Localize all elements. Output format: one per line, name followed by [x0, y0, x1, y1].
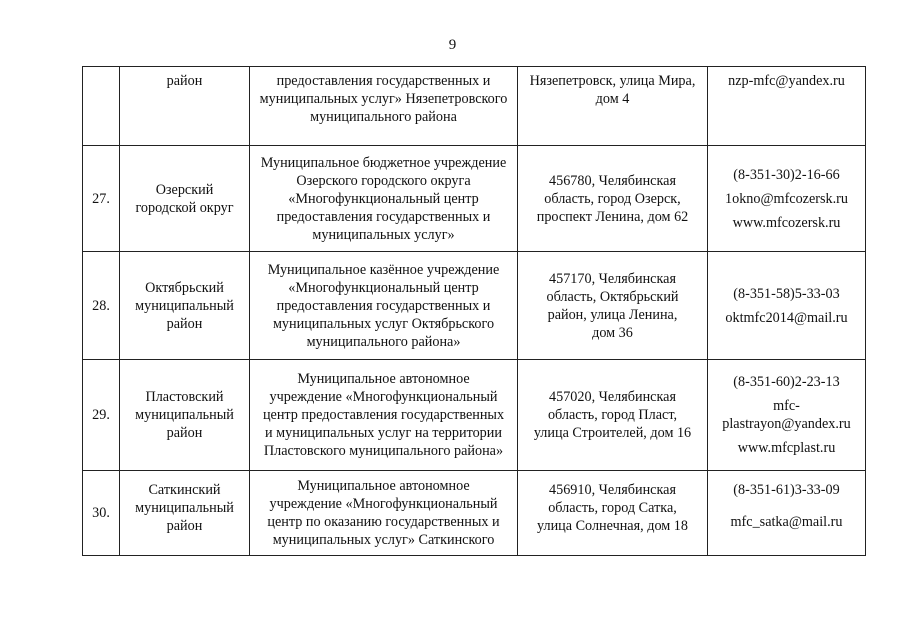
organization-line: муниципальных услуг Октябрьского — [272, 315, 495, 332]
email-contact-part: mfc- — [773, 398, 800, 414]
table-row — [83, 360, 866, 471]
row-number-cell: 28. — [83, 252, 120, 360]
district-line: район — [166, 73, 203, 89]
organization-line: Озерского городского округа — [296, 172, 471, 189]
organization-line: муниципальных услуг» — [312, 226, 455, 243]
email-contact-part: plastrayon@yandex.ru — [722, 416, 851, 432]
address-line: Нязепетровск, улица Мира, — [529, 73, 696, 89]
address-line: область, город Озерск, — [544, 190, 681, 207]
district-line: район — [166, 518, 203, 534]
row-number-cell: 29. — [83, 360, 120, 471]
organization-line: центр предоставления государственных — [262, 407, 505, 423]
district-line: Октябрьский — [145, 279, 224, 296]
organization-cell — [250, 252, 518, 360]
website-contact: www.mfcozersk.ru — [732, 214, 841, 231]
address-cell — [518, 146, 708, 252]
address-cell — [518, 471, 708, 556]
contacts-cell — [708, 146, 866, 252]
district-cell — [120, 252, 250, 360]
email-contact: mfc_satka@mail.ru — [730, 514, 843, 530]
address-line: 457020, Челябинская — [549, 389, 676, 405]
organization-line: и муниципальных услуг на территории — [265, 425, 502, 441]
contacts-cell — [708, 471, 866, 556]
address-line: область, город Пласт, — [547, 407, 678, 423]
organization-cell — [250, 471, 518, 556]
organization-line: учреждение «Многофункциональный — [269, 389, 498, 405]
mfc-directory-table — [82, 66, 866, 556]
organization-line: Муниципальное бюджетное учреждение — [260, 154, 507, 171]
district-line: Озерский — [155, 181, 214, 198]
district-cell — [120, 67, 250, 146]
address-cell — [518, 67, 708, 146]
phone-contact: (8-351-60)2-23-13 — [733, 374, 840, 390]
address-line: область, город Сатка, — [548, 500, 677, 516]
organization-line: муниципальных услуг» Саткинского — [272, 532, 495, 548]
organization-line: предоставления государственных и — [276, 208, 491, 225]
address-cell — [518, 252, 708, 360]
district-cell — [120, 360, 250, 471]
district-line: Саткинский — [148, 482, 221, 498]
row-number-cell — [83, 67, 120, 146]
district-line: Пластовский — [145, 389, 224, 405]
district-line: муниципальный — [135, 297, 234, 314]
district-line: городской округ — [135, 199, 234, 216]
district-line: муниципальный — [135, 500, 234, 516]
address-line: 456910, Челябинская — [549, 482, 676, 498]
row-number-cell: 27. — [83, 146, 120, 252]
page-number: 9 — [448, 37, 457, 53]
organization-line: Пластовского муниципального района» — [263, 443, 504, 459]
organization-cell — [250, 67, 518, 146]
address-line: проспект Ленина, дом 62 — [536, 208, 689, 225]
table-row — [83, 146, 866, 252]
phone-contact: (8-351-61)3-33-09 — [733, 482, 840, 498]
organization-cell — [250, 146, 518, 252]
contacts-cell — [708, 360, 866, 471]
district-cell — [120, 146, 250, 252]
address-line: район, улица Ленина, — [547, 306, 678, 323]
table-row — [83, 471, 866, 556]
address-line: 456780, Челябинская — [549, 172, 676, 189]
organization-line: «Многофункциональный центр — [288, 190, 479, 207]
organization-line: Муниципальное казённое учреждение — [267, 261, 500, 278]
organization-line: Муниципальное автономное — [297, 371, 470, 387]
phone-contact: (8-351-58)5-33-03 — [733, 285, 840, 302]
organization-line: учреждение «Многофункциональный — [269, 496, 498, 512]
district-line: муниципальный — [135, 407, 234, 423]
address-line: область, Октябрьский — [546, 288, 679, 305]
address-line: улица Строителей, дом 16 — [533, 425, 692, 441]
organization-line: предоставления государственных и — [276, 297, 491, 314]
email-contact: 1okno@mfcozersk.ru — [725, 190, 848, 207]
district-line: район — [166, 425, 203, 441]
address-line: дом 4 — [595, 91, 630, 107]
district-cell — [120, 471, 250, 556]
organization-line: «Многофункциональный центр — [288, 279, 479, 296]
organization-line: предоставления государственных и — [276, 73, 491, 89]
address-cell — [518, 360, 708, 471]
contacts-cell — [708, 252, 866, 360]
row-number-cell: 30. — [83, 471, 120, 556]
email-contact: oktmfc2014@mail.ru — [725, 309, 848, 326]
table-row — [83, 252, 866, 360]
email-contact: nzp-mfc@yandex.ru — [728, 73, 845, 89]
contacts-cell — [708, 67, 866, 146]
organization-line: муниципальных услуг» Нязепетровского — [259, 91, 508, 107]
organization-line: центр по оказанию государственных и — [267, 514, 500, 530]
address-line: дом 36 — [592, 324, 633, 341]
organization-line: муниципального района — [310, 109, 457, 125]
table-row — [83, 67, 866, 146]
organization-line: Муниципальное автономное — [297, 478, 470, 494]
district-line: район — [166, 315, 203, 332]
organization-cell — [250, 360, 518, 471]
website-contact: www.mfcplast.ru — [737, 440, 836, 456]
phone-contact: (8-351-30)2-16-66 — [733, 166, 840, 183]
address-line: улица Солнечная, дом 18 — [537, 518, 688, 534]
organization-line: муниципального района» — [306, 333, 461, 350]
address-line: 457170, Челябинская — [549, 270, 676, 287]
